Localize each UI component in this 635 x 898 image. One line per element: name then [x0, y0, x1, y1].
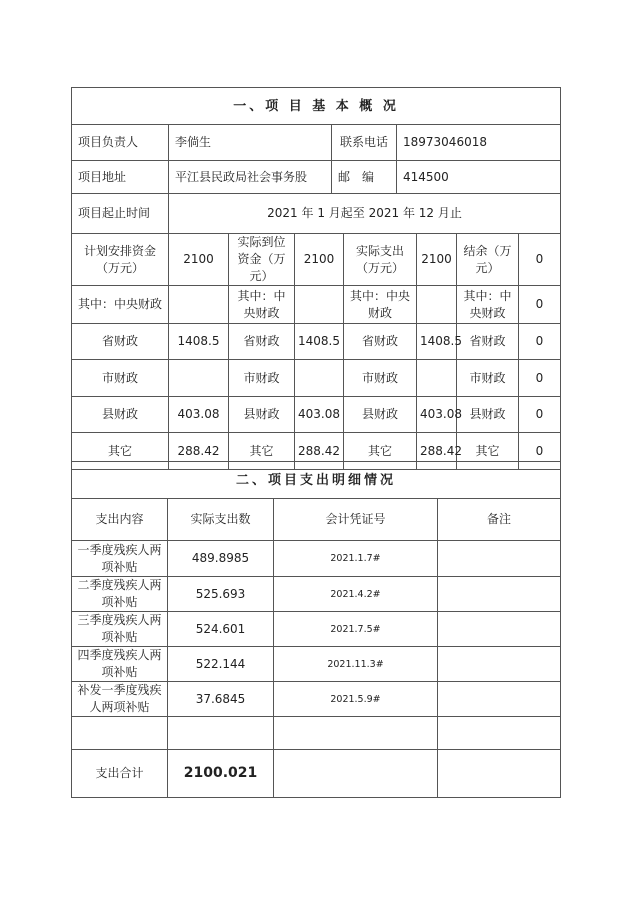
funds-cell [295, 360, 344, 397]
leader-value: 李倘生 [169, 125, 332, 161]
funds-cell: 1408.5 [169, 324, 229, 360]
total-label: 支出合计 [72, 750, 168, 798]
phone-value: 18973046018 [397, 125, 561, 161]
expense-row [72, 612, 561, 647]
funds-cell: 县财政 [72, 397, 169, 433]
column-header: 实际支出数 [168, 499, 274, 541]
funds-cell: 县财政 [229, 397, 295, 433]
funds-cell: 县财政 [344, 397, 417, 433]
address-label: 项目地址 [72, 161, 169, 194]
funds-cell: 0 [519, 286, 561, 324]
expense-amount: 522.144 [168, 647, 274, 682]
section1-title: 一、项 目 基 本 概 况 [72, 88, 561, 125]
total-remark [438, 750, 561, 798]
remark [438, 541, 561, 577]
funds-cell: 市财政 [344, 360, 417, 397]
funds-cell: 0 [519, 234, 561, 286]
funds-cell: 其中：中央财政 [457, 286, 519, 324]
funds-cell: 省财政 [229, 324, 295, 360]
expense-header-row [72, 499, 561, 541]
funds-cell: 0 [519, 360, 561, 397]
funds-cell: 0 [519, 433, 561, 470]
period-label: 项目起止时间 [72, 194, 169, 234]
expense-item: 三季度残疾人两项补贴 [72, 612, 168, 647]
funds-row [72, 397, 561, 433]
funds-cell: 0 [519, 397, 561, 433]
expense-detail-table [71, 461, 561, 798]
funds-cell [417, 286, 457, 324]
funds-cell: 计划安排资金（万元） [72, 234, 169, 286]
funds-cell: 1408.5 [295, 324, 344, 360]
funds-cell: 实际到位资金（万元） [229, 234, 295, 286]
funds-cell: 市财政 [229, 360, 295, 397]
funds-cell: 其它 [457, 433, 519, 470]
funds-cell: 结余（万元） [457, 234, 519, 286]
funds-cell: 其它 [72, 433, 169, 470]
remark [438, 717, 561, 750]
funds-cell [169, 286, 229, 324]
remark [438, 612, 561, 647]
voucher-number: 2021.7.5# [274, 612, 438, 647]
funds-cell: 县财政 [457, 397, 519, 433]
funds-cell: 288.42 [169, 433, 229, 470]
funds-cell: 403.08 [295, 397, 344, 433]
funds-cell: 288.42 [295, 433, 344, 470]
funds-cell [295, 286, 344, 324]
funds-cell: 市财政 [72, 360, 169, 397]
address-value: 平江县民政局社会事务股 [169, 161, 332, 194]
funds-table [71, 233, 561, 470]
funds-row [72, 324, 561, 360]
expense-item: 一季度残疾人两项补贴 [72, 541, 168, 577]
expense-row-empty [72, 717, 561, 750]
funds-row [72, 360, 561, 397]
column-header: 支出内容 [72, 499, 168, 541]
voucher-number [274, 717, 438, 750]
funds-cell: 省财政 [72, 324, 169, 360]
voucher-number: 2021.11.3# [274, 647, 438, 682]
column-header: 会计凭证号 [274, 499, 438, 541]
expense-row [72, 682, 561, 717]
funds-row [72, 286, 561, 324]
funds-cell: 省财政 [457, 324, 519, 360]
funds-cell [417, 360, 457, 397]
expense-row [72, 541, 561, 577]
remark [438, 647, 561, 682]
section2-title: 二、项目支出明细情况 [72, 462, 561, 499]
expense-amount: 525.693 [168, 577, 274, 612]
funds-cell: 其它 [229, 433, 295, 470]
total-row [72, 750, 561, 798]
funds-cell: 市财政 [457, 360, 519, 397]
funds-cell: 2100 [295, 234, 344, 286]
expense-row [72, 647, 561, 682]
column-header: 备注 [438, 499, 561, 541]
postcode-label: 邮 编 [332, 161, 397, 194]
expense-item: 补发一季度残疾人两项补贴 [72, 682, 168, 717]
expense-item: 四季度残疾人两项补贴 [72, 647, 168, 682]
funds-cell: 省财政 [344, 324, 417, 360]
funds-cell: 2100 [417, 234, 457, 286]
voucher-number: 2021.1.7# [274, 541, 438, 577]
funds-cell: 其中：中央财政 [229, 286, 295, 324]
funds-cell: 403.08 [169, 397, 229, 433]
expense-item [72, 717, 168, 750]
funds-cell: 其中：中央财政 [72, 286, 169, 324]
total-value: 2100.021 [168, 750, 274, 798]
funds-cell: 1408.5 [417, 324, 457, 360]
funds-cell: 其中：中央财政 [344, 286, 417, 324]
phone-label: 联系电话 [332, 125, 397, 161]
funds-cell: 403.08 [417, 397, 457, 433]
expense-amount: 37.6845 [168, 682, 274, 717]
period-value: 2021 年 1 月起至 2021 年 12 月止 [169, 194, 561, 234]
basic-info-table [71, 87, 561, 234]
voucher-number: 2021.4.2# [274, 577, 438, 612]
funds-cell: 其它 [344, 433, 417, 470]
funds-cell: 0 [519, 324, 561, 360]
funds-header-row [72, 234, 561, 286]
expense-amount: 489.8985 [168, 541, 274, 577]
leader-label: 项目负责人 [72, 125, 169, 161]
funds-cell: 2100 [169, 234, 229, 286]
voucher-number: 2021.5.9# [274, 682, 438, 717]
expense-item: 二季度残疾人两项补贴 [72, 577, 168, 612]
expense-amount [168, 717, 274, 750]
expense-amount: 524.601 [168, 612, 274, 647]
total-voucher [274, 750, 438, 798]
postcode-value: 414500 [397, 161, 561, 194]
funds-cell [169, 360, 229, 397]
funds-cell: 实际支出（万元） [344, 234, 417, 286]
expense-row [72, 577, 561, 612]
funds-cell: 288.42 [417, 433, 457, 470]
remark [438, 682, 561, 717]
remark [438, 577, 561, 612]
